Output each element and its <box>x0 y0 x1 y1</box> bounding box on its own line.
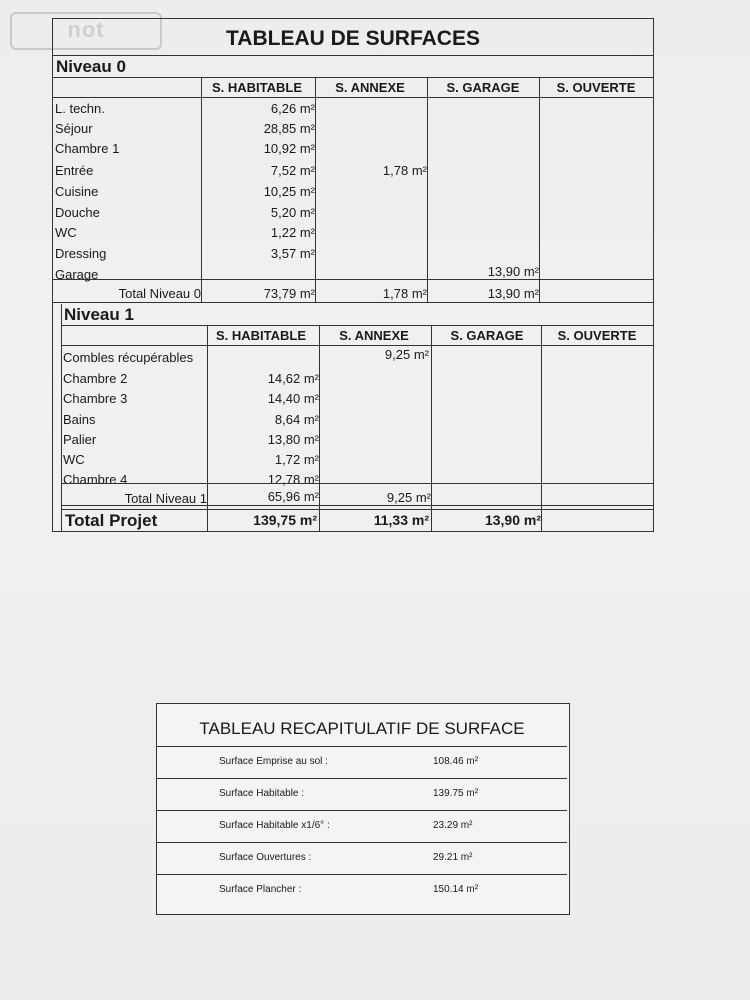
level-1-heading: Niveau 1 <box>64 305 134 324</box>
habitable-value: 12,78 m² <box>267 472 319 487</box>
divider <box>539 77 540 302</box>
total-habitable-0: 73,79 m² <box>263 286 315 301</box>
grand-total-label: Total Projet <box>65 511 158 530</box>
grand-total-habitable: 139,75 m² <box>253 512 317 528</box>
recap-label: Surface Ouvertures : <box>219 852 312 863</box>
room-name: Entrée <box>55 163 94 178</box>
divider <box>201 77 202 302</box>
room-name: Garage <box>55 267 99 282</box>
recap-label: Surface Habitable x1/6° : <box>219 820 330 831</box>
total-habitable-1: 65,96 m² <box>267 489 319 504</box>
room-name: WC <box>63 452 85 467</box>
room-name: Dressing <box>55 246 107 261</box>
total-annexe-1: 9,25 m² <box>386 490 431 505</box>
grand-total-annexe: 11,33 m² <box>373 512 429 528</box>
room-name: Douche <box>55 205 100 220</box>
divider <box>315 77 316 302</box>
recap-row <box>157 780 567 811</box>
room-name: Cuisine <box>55 184 99 199</box>
grand-total-garage: 13,90 m² <box>484 512 541 528</box>
habitable-value: 7,52 m² <box>270 163 315 178</box>
room-name: Palier <box>63 432 97 447</box>
col-garage-1: S. GARAGE <box>450 328 524 343</box>
recap-label: Surface Plancher : <box>219 884 302 895</box>
room-name: Bains <box>63 412 96 427</box>
room-name: WC <box>55 225 77 240</box>
divider <box>53 77 653 78</box>
total-annexe-0: 1,78 m² <box>382 286 427 301</box>
col-annexe-0: S. ANNEXE <box>335 80 405 95</box>
divider <box>207 325 208 531</box>
col-habitable-1: S. HABITABLE <box>215 328 307 343</box>
divider <box>53 302 653 303</box>
col-ouverte-1: S. OUVERTE <box>557 328 637 343</box>
total-garage-0: 13,90 m² <box>487 286 539 301</box>
divider <box>61 304 62 531</box>
recap-row <box>157 844 567 875</box>
divider <box>61 505 653 506</box>
col-ouverte-0: S. OUVERTE <box>556 80 636 95</box>
divider <box>541 325 542 531</box>
garage-value: 13,90 m² <box>487 264 539 279</box>
habitable-value: 10,25 m² <box>263 184 315 199</box>
divider <box>53 279 653 280</box>
divider <box>61 509 653 510</box>
recap-row <box>157 748 567 779</box>
total-level-0-label: Total Niveau 0 <box>118 286 201 301</box>
divider <box>427 77 428 302</box>
habitable-value: 14,40 m² <box>267 391 319 406</box>
habitable-value: 10,92 m² <box>263 141 315 156</box>
recap-value: 29.21 m² <box>433 852 473 863</box>
table-title: TABLEAU DE SURFACES <box>53 19 653 56</box>
divider <box>61 325 653 326</box>
surfaces-table <box>52 18 654 532</box>
col-garage-0: S. GARAGE <box>446 80 520 95</box>
recap-title: TABLEAU RECAPITULATIF DE SURFACE <box>157 714 567 747</box>
divider <box>319 325 320 531</box>
col-annexe-1: S. ANNEXE <box>339 328 409 343</box>
level-0-heading: Niveau 0 <box>56 57 126 76</box>
room-name: Chambre 2 <box>63 371 128 386</box>
divider <box>53 97 653 98</box>
recap-row <box>157 812 567 843</box>
total-level-1-label: Total Niveau 1 <box>124 491 207 506</box>
habitable-value: 3,57 m² <box>270 246 315 261</box>
divider <box>431 325 432 531</box>
col-habitable-0: S. HABITABLE <box>211 80 303 95</box>
habitable-value: 14,62 m² <box>267 371 319 386</box>
habitable-value: 6,26 m² <box>270 101 315 116</box>
annexe-value: 9,25 m² <box>384 347 429 362</box>
recap-value: 108.46 m² <box>433 756 479 767</box>
recap-label: Surface Habitable : <box>219 788 305 799</box>
annexe-value: 1,78 m² <box>382 163 427 178</box>
habitable-value: 1,22 m² <box>270 225 315 240</box>
recap-value: 23.29 m² <box>433 820 473 831</box>
recap-value: 139.75 m² <box>433 788 479 799</box>
habitable-value: 13,80 m² <box>267 432 319 447</box>
room-name: Chambre 3 <box>63 391 128 406</box>
habitable-value: 8,64 m² <box>274 412 319 427</box>
recap-row <box>157 876 567 906</box>
watermark-logo: not <box>10 12 162 50</box>
room-name: Chambre 1 <box>55 141 120 156</box>
room-name: Chambre 4 <box>63 472 128 487</box>
recap-label: Surface Emprise au sol : <box>219 756 328 767</box>
recap-value: 150.14 m² <box>433 884 479 895</box>
habitable-value: 1,72 m² <box>274 452 319 467</box>
habitable-value: 28,85 m² <box>263 121 315 136</box>
divider <box>61 483 653 484</box>
recap-table <box>156 703 570 915</box>
habitable-value: 5,20 m² <box>270 205 315 220</box>
room-name: L. techn. <box>55 101 105 116</box>
room-name: Séjour <box>55 121 93 136</box>
room-name: Combles récupérables <box>63 350 194 365</box>
